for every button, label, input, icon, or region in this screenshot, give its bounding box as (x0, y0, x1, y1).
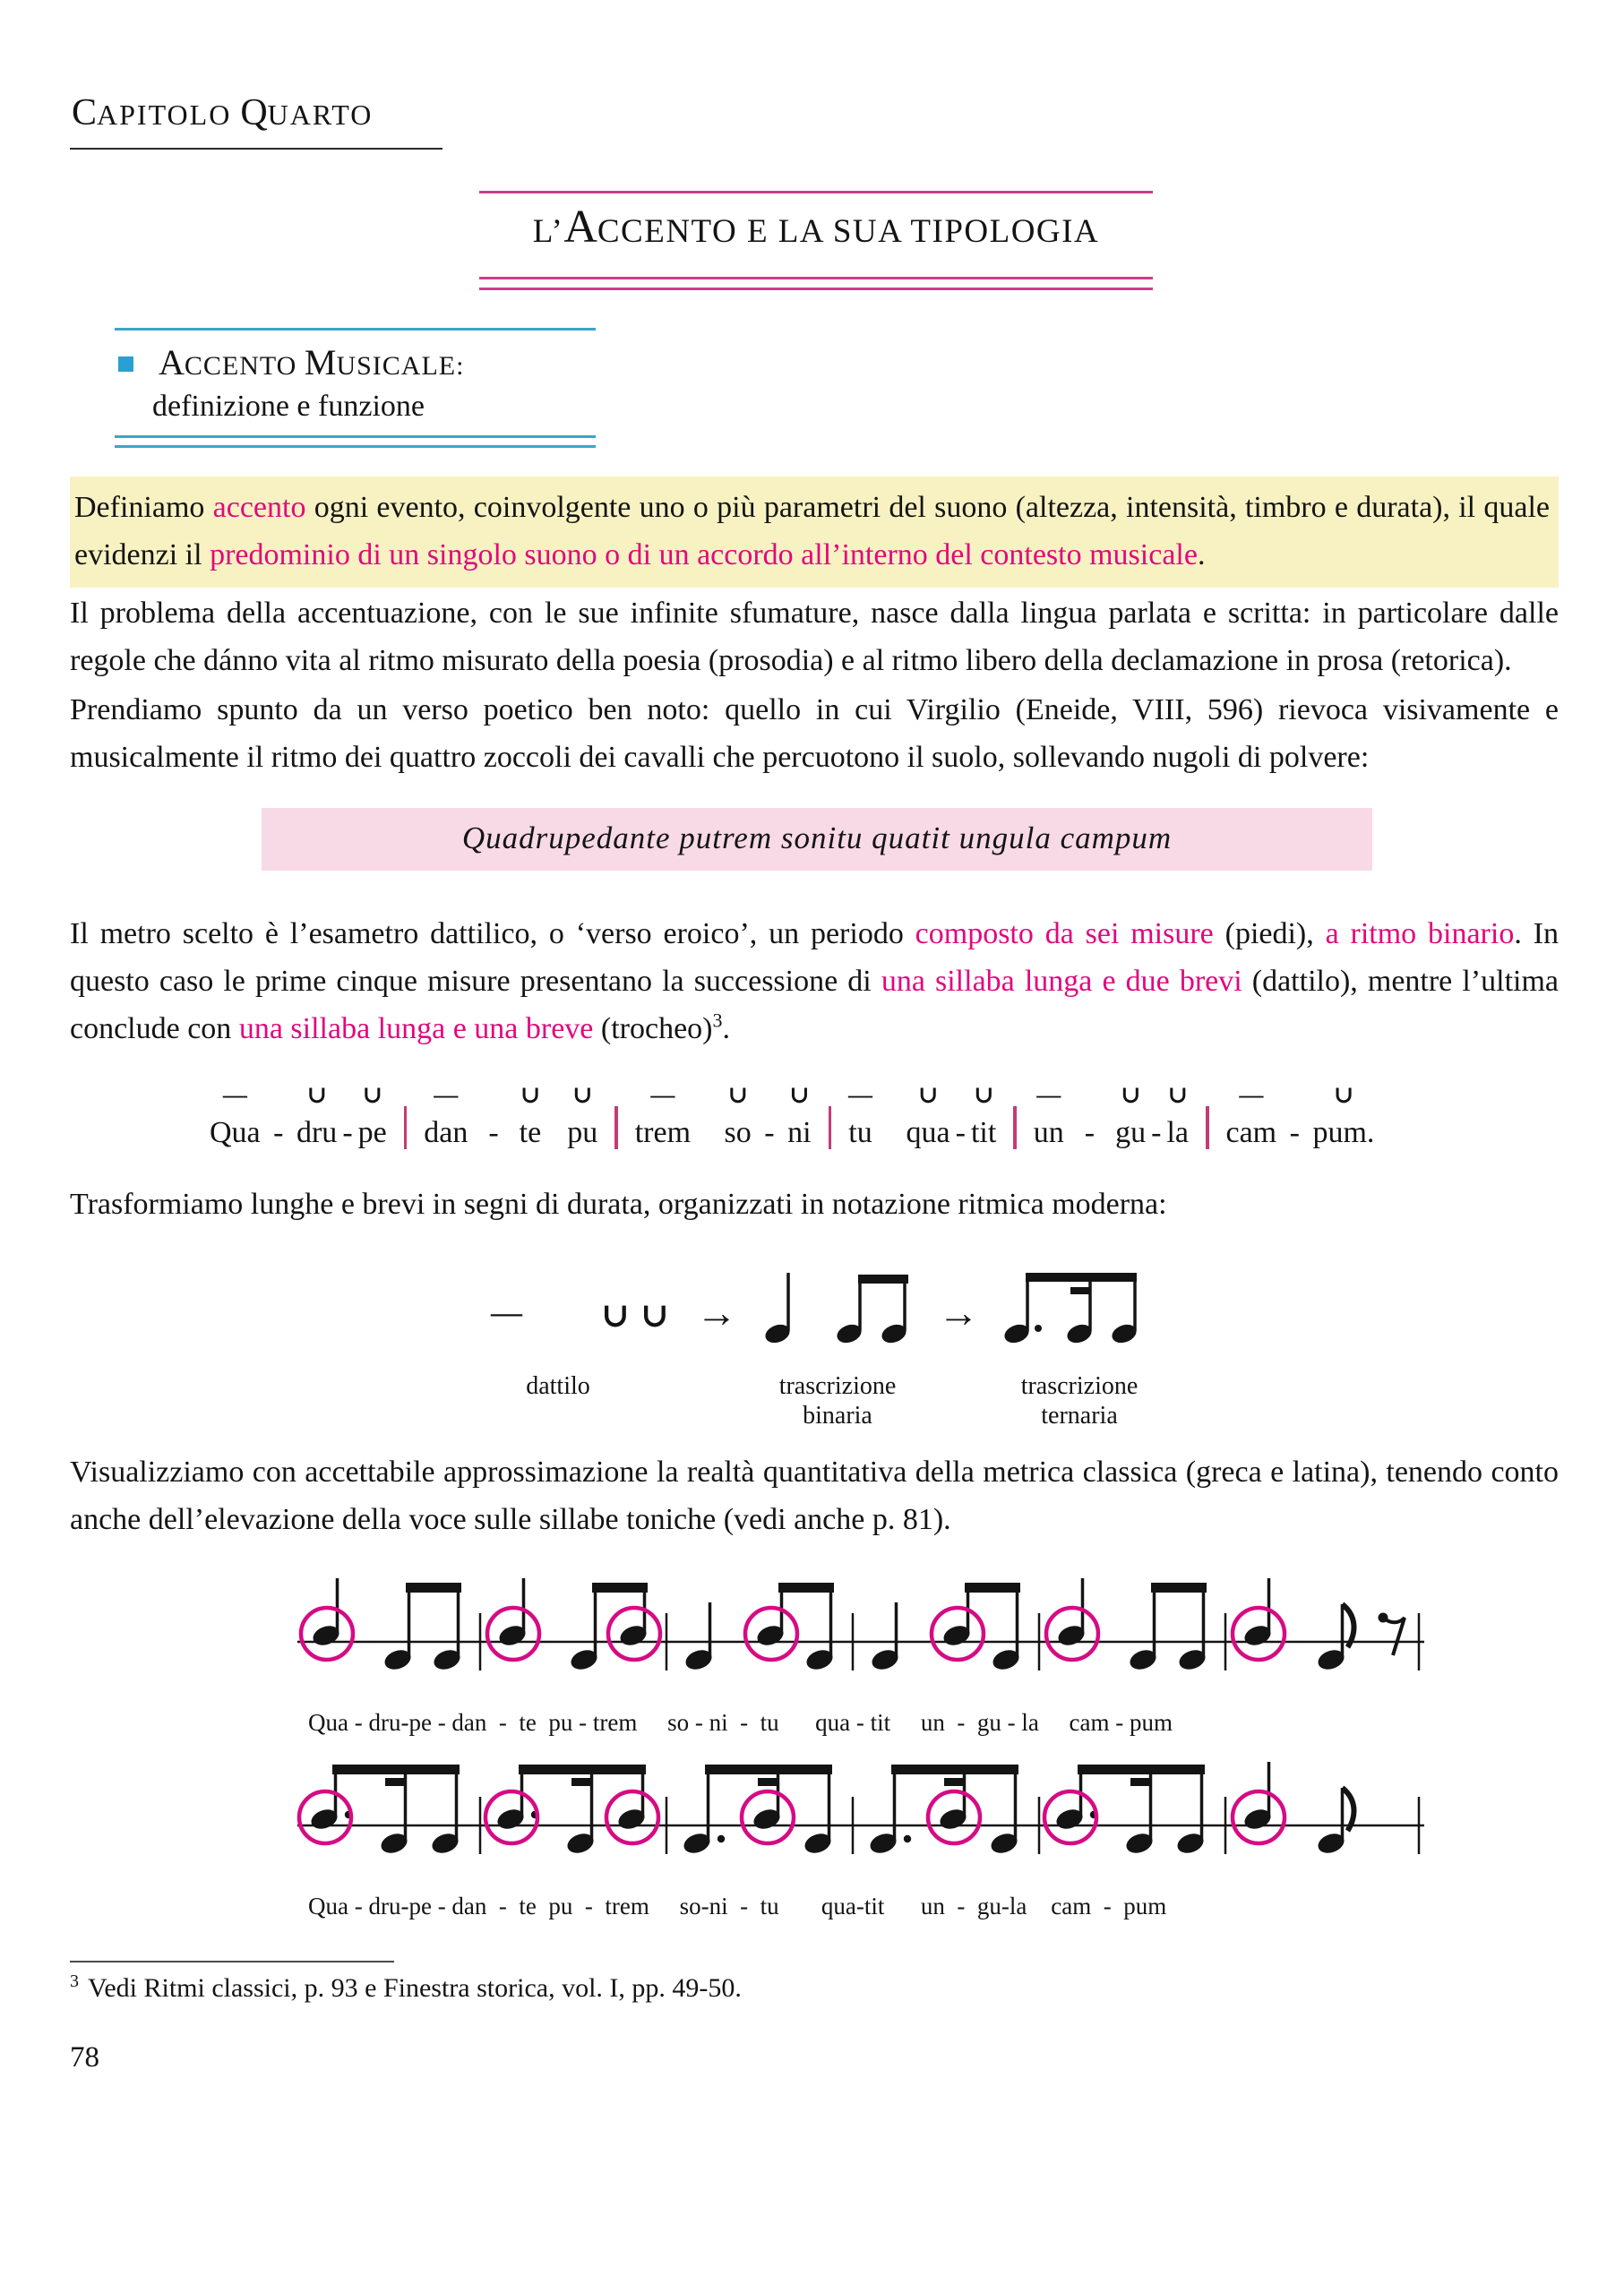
music-staff-binary (294, 1567, 1431, 1701)
binary-notes-figure (758, 1248, 919, 1364)
title-rule-bottom (479, 277, 1153, 290)
music-lyrics-binary: Qua - dru-pe - dan - te pu - trem so - ni - tu qua - tit un - gu - la cam - pum (308, 1709, 1173, 1736)
arrow-icon: → (938, 1290, 979, 1335)
paragraph-visualizziamo: Visualizziamo con accettabile approssimazione la realtà quantitativa della metrica classica (greca e latina), tenendo conto anche dell’elevazione della voce sulle sillabe toniche (vedi anche p. 81). (70, 1456, 1559, 1536)
section-heading-block (115, 328, 596, 448)
footnote-text: $^3$ Vedi Ritmi classici, p. 93 e Finestra storica, vol. I, pp. 49-50. (70, 1971, 742, 2003)
long-mark: – (491, 1288, 522, 1334)
diagram-label-ternaria: trascrizione ternaria (1020, 1372, 1139, 1430)
music-lyrics-ternary: Qua - dru-pe - dan - te pu - trem so-ni - tu qua-tit un - gu-la cam - pum (308, 1893, 1167, 1919)
definition-highlight-paragraph: Definiamo accento ogni evento, coinvolgente uno o più parametri del suono (altezza, intensità, timbro e durata), il quale evidenzi il predominio di un singolo suono o di un accordo all’interno del contesto musicale. (70, 477, 1559, 588)
latin-verse-highlight: Quadrupedante putrem sonitu quatit ungula campum (262, 808, 1372, 871)
diagram-label-binaria: trascrizione binaria (778, 1372, 897, 1430)
music-line-ternary (294, 1750, 1449, 1921)
section-heading: ACCENTO MUSICALE: (159, 342, 465, 382)
breve-mark: ∪ (601, 1297, 630, 1335)
arrow-icon: → (696, 1290, 737, 1335)
page-title: L’ACCENTO E LA SUA TIPOLOGIA (532, 202, 1100, 253)
chapter-heading: CAPITOLO QUARTO (70, 91, 443, 150)
footnote-block (70, 1961, 1559, 2005)
scansion-line: — Qua - ∪ dru - ∪ pe — dan - ∪ te ∪ pu — trem ∪ so - ∪ ni — tu ∪ qua - ∪ tit — un - ∪ gu - ∪ la — cam - ∪ pum. (210, 1081, 1375, 1149)
paragraph-esametro: Il metro scelto è l’esametro dattilico, o ‘verso eroico’, un periodo composto da sei misure (piedi), a ritmo binario. In questo caso le prime cinque misure presentano la successione di una sillaba lunga e due brevi (dattilo), mentre l’ultima conclude con una sillaba lunga e una breve (trocheo)$^3$. (70, 917, 1560, 1045)
footnote-marker: 3 (70, 1971, 79, 1991)
paragraph-accentuazione: Il problema della accentuazione, con le sue infinite sfumature, nasce dalla lingua parlata e scritta: in particolare dalle regole che dánno vita al ritmo misurato della poesia (prosodia) e al ritmo libero della declamazione in prosa (retorica). (70, 597, 1559, 677)
square-bullet-icon (118, 356, 133, 372)
diagram-label-dattilo: dattilo (526, 1372, 590, 1400)
section-rule-bottom (115, 435, 596, 448)
page-title-block (479, 191, 1153, 290)
paragraph-virgilio: Prendiamo spunto da un verso poetico ben noto: quello in cui Virgilio (Eneide, VIII, 596) rievoca visivamente e musicalmente il ritmo dei quattro zoccoli dei cavalli che percuotono il suolo, sollevando nugoli di polvere: (70, 693, 1559, 774)
section-subheading: definizione e funzione (152, 390, 425, 423)
footnote-separator (70, 1961, 394, 1962)
rhythm-diagram (473, 1248, 1261, 1434)
page-number: 78 (70, 2041, 99, 2074)
ternary-notes-figure (1000, 1248, 1152, 1364)
music-staff-ternary (294, 1750, 1431, 1885)
breve-mark: ∪ (640, 1297, 669, 1335)
music-line-binary (294, 1567, 1449, 1738)
paragraph-trasformiamo: Trasformiamo lunghe e brevi in segni di durata, organizzati in notazione ritmica moderna: (70, 1188, 1167, 1221)
